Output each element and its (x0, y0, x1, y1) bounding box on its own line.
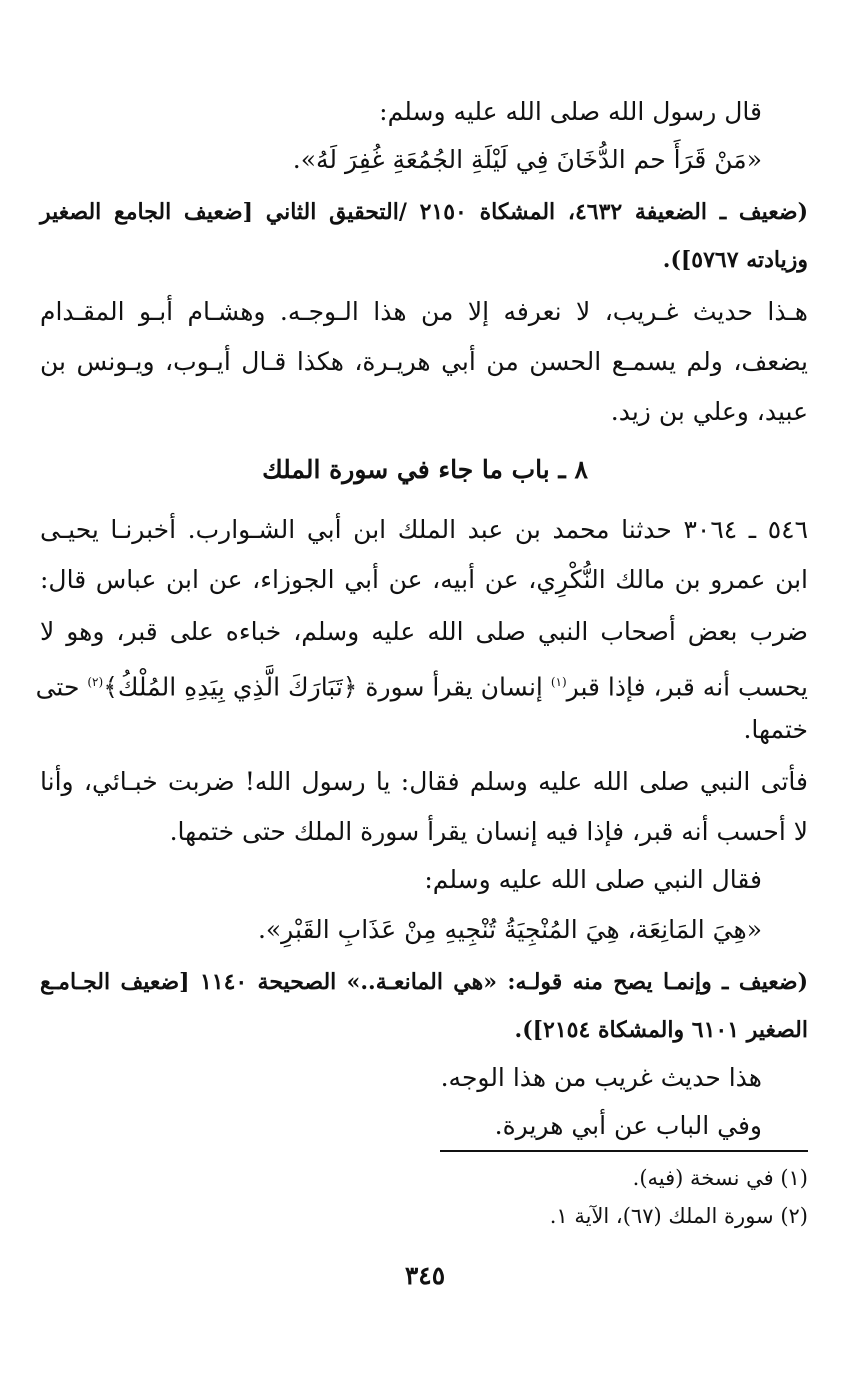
text-line (35, 662, 808, 707)
text-line: هـذا حديث غـريب، لا نعرفه إلا من هذا الـوجـه. وهشـام أبـو المقـدام (40, 297, 808, 326)
hadith-quote: «هِيَ المَانِعَة، هِيَ المُنْجِيَةُ تُنْجِيهِ مِنْ عَذَابِ القَبْرِ». (257, 915, 762, 944)
footnote: (٢) سورة الملك (٦٧)، الآية ١. (549, 1204, 808, 1228)
chapter-heading: ٨ ـ باب ما جاء في سورة الملك (262, 455, 588, 484)
grading-note: الصغير ٦١٠١ والمشكاة ٢١٥٤]). (514, 1017, 808, 1043)
text-line: عبيد، وعلي بن زيد. (610, 397, 808, 426)
text-line: لا أحسب أنه قبر، فإذا فيه إنسان يقرأ سورة الملك حتى ختمها. (169, 817, 808, 846)
text-line: ٥٤٦ ـ ٣٠٦٤ حدثنا محمد بن عبد الملك ابن أبي الشـوارب. أخبرنـا يحيـى (40, 515, 809, 544)
text-line: قال رسول الله صلى الله عليه وسلم: (379, 97, 762, 126)
grading-note: وزيادته ٥٧٦٧]). (662, 247, 808, 273)
text-line: ابن عمرو بن مالك النُّكْرِي، عن أبيه، عن أبي الجوزاء، عن ابن عباس قال: (40, 565, 808, 594)
text-line: يضعف، ولم يسمـع الحسن من أبي هريـرة، هكذا قـال أيـوب، ويـونس بن (40, 347, 808, 376)
footnote-ref: (٢) (87, 675, 104, 689)
text-line: فقال النبي صلى الله عليه وسلم: (424, 865, 762, 894)
footnote: (١) في نسخة (فيه). (632, 1166, 808, 1190)
page-number: ٣٤٥ (404, 1261, 446, 1290)
grading-note: (ضعيف ـ وإنمـا يصح منه قولـه: «هي المانعـة..» الصحيحة ١١٤٠ [ضعيف الجـامـع (40, 969, 808, 995)
footnote-ref: (١) (550, 675, 567, 689)
text-line: هذا حديث غريب من هذا الوجه. (440, 1063, 762, 1092)
text-line: ضرب بعض أصحاب النبي صلى الله عليه وسلم، خباءه على قبر، وهو لا (40, 617, 808, 646)
text-segment: يحسب أنه قبر، فإذا قبر (566, 672, 808, 702)
hadith-quote: «مَنْ قَرَأَ حم الدُّخَانَ فِي لَيْلَةِ الجُمُعَةِ غُفِرَ لَهُ». (292, 145, 762, 174)
text-line: وفي الباب عن أبي هريرة. (494, 1111, 762, 1140)
footnote-divider (440, 1150, 808, 1152)
text-segment: حتى (35, 672, 80, 702)
text-line: فأتى النبي صلى الله عليه وسلم فقال: يا رسول الله! ضربت خبـائي، وأنا (40, 767, 808, 796)
text-line: ختمها. (743, 715, 808, 744)
grading-note: (ضعيف ـ الضعيفة ٤٦٣٢، المشكاة ٢١٥٠ /التحقيق الثاني [ضعيف الجامع الصغير (40, 199, 808, 225)
text-segment: إنسان يقرأ سورة ﴿تَبَارَكَ الَّذِي بِيَدِهِ المُلْكُ﴾ (103, 672, 543, 702)
